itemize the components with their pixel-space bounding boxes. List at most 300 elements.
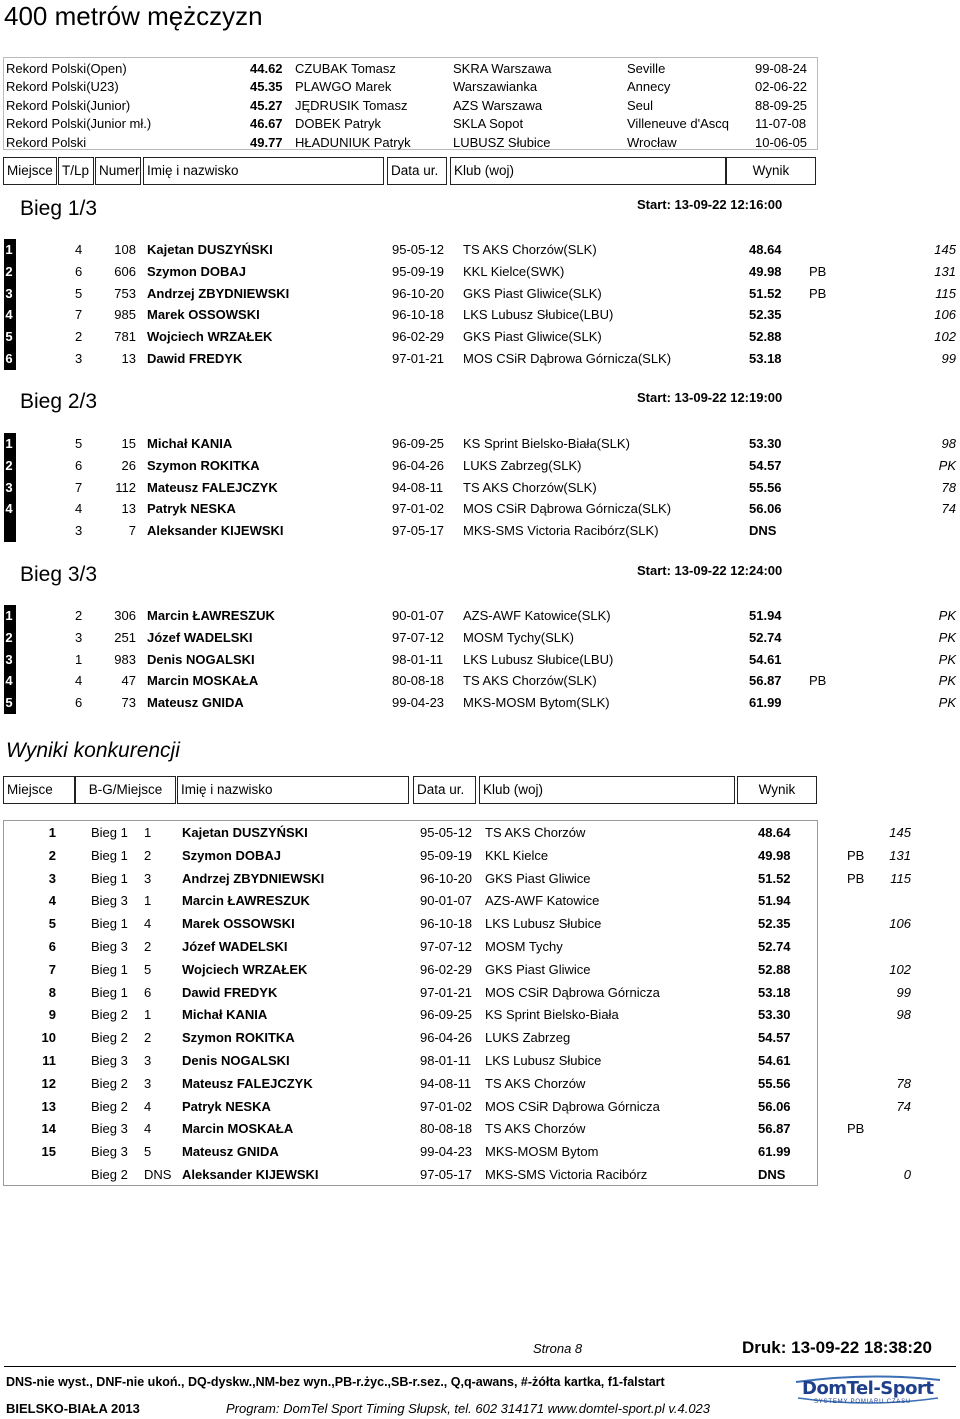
points: PK: [938, 673, 956, 689]
final-athlete-dob: 95-05-12: [420, 825, 473, 840]
final-row: [4, 821, 960, 844]
heat-place: 3: [5, 651, 13, 667]
points: PK: [938, 651, 956, 667]
athlete-club: LUKS Zabrzeg(SLK): [463, 457, 582, 473]
heat-result: 56.87: [749, 673, 782, 689]
record-club: SKRA Warszawa: [453, 61, 552, 76]
final-col-club-header: Klub (woj): [479, 776, 735, 804]
final-athlete-name: Patryk NESKA: [182, 1098, 271, 1114]
record-label: Rekord Polski(Open): [6, 61, 127, 76]
athlete-dob: 96-02-29: [392, 329, 445, 345]
final-athlete-dob: 97-05-17: [420, 1167, 473, 1182]
domtel-logo: [792, 1374, 944, 1408]
final-col-name-header: Imię i nazwisko: [177, 776, 409, 804]
points: 145: [934, 242, 956, 257]
final-place: 1: [48, 825, 56, 840]
record-row: [4, 96, 818, 115]
heat-place: 4: [5, 501, 13, 517]
heat-lane: 7: [75, 307, 83, 323]
record-venue: Wrocław: [627, 135, 677, 150]
record-row: [4, 77, 818, 96]
final-athlete-club: MOS CSiR Dąbrowa Górnicza: [485, 984, 660, 1000]
heat-bib: 7: [128, 523, 136, 539]
final-heat-place: 6: [144, 984, 152, 1000]
athlete-club: TS AKS Chorzów(SLK): [463, 479, 597, 495]
heat-place: 3: [5, 479, 13, 495]
pb-flag: PB: [809, 673, 827, 689]
final-result: 61.99: [758, 1144, 791, 1160]
col-name-header: Imię i nazwisko: [143, 157, 384, 185]
final-athlete-club: GKS Piast Gliwice: [485, 870, 591, 886]
final-points: 106: [889, 916, 911, 932]
record-venue: Seville: [627, 61, 666, 76]
athlete-club: KS Sprint Bielsko-Biała(SLK): [463, 436, 630, 451]
final-athlete-dob: 97-07-12: [420, 939, 473, 954]
heat-row: [4, 239, 960, 261]
final-athlete-dob: 99-04-23: [420, 1144, 473, 1160]
legend-text: DNS-nie wyst., DNF-nie ukoń., DQ-dyskw.,NM-bez wyn.,PB-r.życ.,SB-r.sez., Q,q-awans, #-żółta kartka, f1-falstart: [6, 1375, 665, 1389]
heat-bib: 251: [114, 629, 136, 645]
heat-lane: 1: [75, 651, 83, 667]
record-result: 45.27: [250, 98, 283, 113]
heat-result: 48.64: [749, 242, 782, 257]
athlete-club: LKS Lubusz Słubice(LBU): [463, 651, 614, 667]
final-result: 52.74: [758, 939, 791, 954]
record-result: 49.77: [250, 135, 283, 150]
athlete-club: KKL Kielce(SWK): [463, 263, 565, 279]
heat-lane: 2: [75, 608, 83, 623]
final-col-dob-header: Data ur.: [413, 776, 476, 804]
final-athlete-name: Szymon ROKITKA: [182, 1030, 295, 1046]
final-result: 51.94: [758, 893, 791, 909]
final-athlete-name: Aleksander KIJEWSKI: [182, 1167, 319, 1182]
final-row: [4, 1117, 960, 1140]
final-row: [4, 844, 960, 867]
record-label: Rekord Polski: [6, 135, 87, 150]
record-result: 46.67: [250, 116, 283, 131]
final-athlete-dob: 95-09-19: [420, 847, 473, 863]
final-result: 53.18: [758, 984, 791, 1000]
final-athlete-dob: 97-01-02: [420, 1098, 473, 1114]
athlete-name: Andrzej ZBYDNIEWSKI: [147, 285, 290, 301]
final-row: [4, 1095, 960, 1118]
final-heat: Bieg 3: [91, 1121, 128, 1137]
final-heat-place: 2: [144, 939, 152, 954]
record-club: SKLA Sopot: [453, 116, 524, 131]
record-holder: PLAWGO Marek: [295, 79, 392, 94]
final-athlete-name: Marcin MOSKAŁA: [182, 1121, 294, 1137]
heat-lane: 3: [75, 523, 83, 539]
heat-bib: 47: [121, 673, 136, 689]
heat-bib: 112: [115, 479, 136, 495]
heat-place: 2: [5, 263, 13, 279]
record-result: 45.35: [250, 79, 283, 94]
heat-row: [4, 649, 960, 671]
heat-lane: 3: [75, 351, 83, 366]
heat-lane: 2: [75, 329, 83, 345]
athlete-name: Marcin ŁAWRESZUK: [147, 608, 275, 623]
athlete-dob: 97-01-21: [392, 351, 445, 366]
athlete-dob: 96-10-20: [392, 285, 445, 301]
final-heat-place: 4: [144, 1121, 152, 1137]
final-athlete-club: MOS CSiR Dąbrowa Górnicza: [485, 1098, 660, 1114]
heat-start-time: Start: 13-09-22 12:19:00: [637, 390, 783, 405]
athlete-dob: 97-01-02: [392, 501, 445, 517]
heat-bib: 73: [121, 695, 136, 711]
athlete-club: TS AKS Chorzów(SLK): [463, 242, 597, 257]
heat-place: 4: [5, 307, 13, 323]
final-athlete-name: Szymon DOBAJ: [182, 847, 281, 863]
final-athlete-name: Denis NOGALSKI: [182, 1053, 290, 1068]
heat-place: 1: [5, 436, 13, 451]
athlete-club: TS AKS Chorzów(SLK): [463, 673, 597, 689]
record-venue: Seul: [627, 98, 654, 113]
athlete-dob: 98-01-11: [392, 651, 444, 667]
final-heat-place: 2: [144, 1030, 152, 1046]
record-holder: CZUBAK Tomasz: [295, 61, 396, 76]
heat-lane: 4: [75, 673, 83, 689]
heat-result: 55.56: [749, 479, 782, 495]
athlete-club: GKS Piast Gliwice(SLK): [463, 285, 602, 301]
record-row: [4, 114, 818, 133]
final-athlete-club: TS AKS Chorzów: [485, 1075, 586, 1091]
final-heat: Bieg 1: [91, 961, 128, 977]
final-athlete-dob: 80-08-18: [420, 1121, 473, 1137]
record-row: [4, 133, 818, 152]
final-place: 12: [41, 1075, 56, 1091]
athlete-name: Denis NOGALSKI: [147, 651, 255, 667]
final-heat: Bieg 3: [91, 939, 128, 954]
final-result: 56.87: [758, 1121, 791, 1137]
heat-place: 6: [5, 351, 13, 366]
final-heat: Bieg 2: [91, 1030, 128, 1046]
final-athlete-name: Kajetan DUSZYŃSKI: [182, 825, 308, 840]
final-athlete-dob: 94-08-11: [420, 1075, 472, 1091]
heat-row: [4, 261, 960, 283]
final-athlete-name: Marek OSSOWSKI: [182, 916, 295, 932]
final-place: 7: [48, 961, 56, 977]
final-place: 4: [48, 893, 56, 909]
points: 99: [941, 351, 956, 366]
final-athlete-dob: 96-02-29: [420, 961, 473, 977]
heat-lane: 6: [75, 263, 83, 279]
final-pb-flag: PB: [847, 847, 865, 863]
record-holder: JĘDRUSIK Tomasz: [295, 98, 408, 113]
heat-bib: 306: [114, 608, 136, 623]
page-title: 400 metrów mężczyzn: [4, 1, 263, 31]
final-heat-place: 5: [144, 1144, 152, 1160]
points: 98: [941, 436, 956, 451]
heat-lane: 4: [75, 501, 83, 517]
final-athlete-dob: 96-09-25: [420, 1007, 473, 1023]
points: 115: [935, 285, 956, 301]
record-date: 02-06-22: [755, 79, 808, 94]
final-place: 9: [48, 1007, 56, 1023]
col-number-header: Numer: [95, 157, 141, 185]
final-result: 52.88: [758, 961, 791, 977]
athlete-name: Mateusz FALEJCZYK: [147, 479, 278, 495]
final-result: 53.30: [758, 1007, 791, 1023]
heat-row: [4, 433, 960, 455]
heat-bib: 13: [121, 501, 136, 517]
points: PK: [938, 695, 956, 711]
final-result: 49.98: [758, 847, 791, 863]
final-row: [4, 958, 960, 981]
heat-result: 53.18: [749, 351, 782, 366]
final-pb-flag: PB: [847, 870, 865, 886]
final-place: 6: [48, 939, 56, 954]
record-label: Rekord Polski(U23): [6, 79, 119, 94]
athlete-dob: 95-09-19: [392, 263, 445, 279]
heat-lane: 5: [75, 285, 83, 301]
heat-place: 4: [5, 673, 13, 689]
heat-row: [4, 455, 960, 477]
athlete-dob: 95-05-12: [392, 242, 445, 257]
heat-row: [4, 304, 960, 326]
final-heat-place: 1: [144, 893, 152, 909]
heat-bib: 985: [114, 307, 136, 323]
athlete-name: Wojciech WRZAŁEK: [147, 329, 273, 345]
heat-lane: 7: [75, 479, 83, 495]
final-points: 99: [896, 984, 911, 1000]
heat-start-time: Start: 13-09-22 12:24:00: [637, 563, 783, 578]
heat-result: 51.94: [749, 608, 782, 623]
athlete-name: Szymon ROKITKA: [147, 457, 260, 473]
final-place: 5: [48, 916, 56, 932]
heat-bib: 983: [114, 651, 136, 667]
record-club: AZS Warszawa: [453, 98, 543, 113]
program-info: Program: DomTel Sport Timing Słupsk, tel. 602 314171 www.domtel-sport.pl v.4.023: [226, 1401, 711, 1416]
heat-row: [4, 692, 960, 714]
heat-result: 52.88: [749, 329, 782, 345]
points: 106: [934, 307, 956, 323]
final-col-heat-header: B-G/Miejsce: [75, 776, 176, 804]
final-athlete-club: KS Sprint Bielsko-Biała: [485, 1007, 619, 1023]
final-result: DNS: [758, 1167, 786, 1182]
final-result: 54.57: [758, 1030, 791, 1046]
final-athlete-name: Andrzej ZBYDNIEWSKI: [182, 870, 325, 886]
final-result: 55.56: [758, 1075, 791, 1091]
athlete-dob: 96-09-25: [392, 436, 445, 451]
heat-place: 5: [5, 329, 13, 345]
final-heat: Bieg 2: [91, 1007, 128, 1023]
final-athlete-name: Mateusz FALEJCZYK: [182, 1075, 313, 1091]
heat-bib: 26: [121, 457, 136, 473]
col-club-header: Klub (woj): [450, 157, 726, 185]
points: 78: [941, 479, 956, 495]
final-place: 13: [41, 1098, 56, 1114]
points: 74: [941, 501, 956, 517]
final-place: 10: [41, 1030, 56, 1046]
heat-place: 3: [5, 285, 13, 301]
points: PK: [938, 608, 956, 623]
final-athlete-club: LKS Lubusz Słubice: [485, 1053, 602, 1068]
final-place: 3: [48, 870, 56, 886]
heat-lane: 4: [75, 242, 83, 257]
athlete-name: Marek OSSOWSKI: [147, 307, 260, 323]
final-athlete-dob: 97-01-21: [420, 984, 473, 1000]
heat-row: [4, 627, 960, 649]
athlete-club: MOSM Tychy(SLK): [463, 629, 575, 645]
final-row: [4, 912, 960, 935]
heat-title: Bieg 3/3: [20, 563, 98, 586]
athlete-dob: 97-07-12: [392, 629, 445, 645]
final-pb-flag: PB: [847, 1121, 865, 1137]
athlete-dob: 97-05-17: [392, 523, 445, 539]
heat-row: [4, 348, 960, 370]
final-athlete-club: TS AKS Chorzów: [485, 825, 586, 840]
final-athlete-club: MKS-SMS Victoria Racibórz: [485, 1167, 648, 1182]
final-heat: Bieg 1: [91, 916, 128, 932]
record-venue: Annecy: [627, 79, 671, 94]
heat-bib: 753: [114, 285, 136, 301]
record-label: Rekord Polski(Junior mł.): [6, 116, 152, 131]
heat-bib: 15: [121, 436, 136, 451]
record-club: LUBUSZ Słubice: [453, 135, 551, 150]
final-row: [4, 1140, 960, 1163]
final-row: [4, 1163, 960, 1186]
final-heat-place: 1: [144, 825, 152, 840]
final-heat-place: 3: [144, 870, 152, 886]
heat-result: 51.52: [749, 285, 782, 301]
col-place-header: Miejsce: [3, 157, 57, 185]
final-heat: Bieg 1: [91, 984, 128, 1000]
athlete-name: Józef WADELSKI: [147, 629, 253, 645]
final-heat: Bieg 2: [91, 1075, 128, 1091]
final-heat-place: 4: [144, 916, 152, 932]
final-athlete-name: Józef WADELSKI: [182, 939, 288, 954]
col-result-header: Wynik: [726, 157, 816, 185]
event-location: BIELSKO-BIAŁA 2013: [6, 1401, 140, 1416]
record-date: 99-08-24: [755, 61, 808, 76]
heat-place: 2: [5, 457, 13, 473]
heat-lane: 3: [75, 629, 83, 645]
final-heat-place: 2: [144, 847, 152, 863]
heat-result: 56.06: [749, 501, 782, 517]
points: PK: [938, 629, 956, 645]
final-athlete-dob: 96-10-18: [420, 916, 473, 932]
final-heat: Bieg 1: [91, 825, 128, 840]
final-heat: Bieg 2: [91, 1167, 128, 1182]
final-heat: Bieg 1: [91, 870, 128, 886]
record-holder: DOBEK Patryk: [295, 116, 381, 131]
final-athlete-club: LUKS Zabrzeg: [485, 1030, 571, 1046]
record-date: 11-07-08: [755, 116, 807, 131]
final-row: [4, 1072, 960, 1095]
final-heat: Bieg 3: [91, 893, 128, 909]
final-place: 11: [42, 1053, 56, 1068]
heat-result: 53.30: [749, 436, 782, 451]
heat-result: 52.35: [749, 307, 782, 323]
final-result: 52.35: [758, 916, 791, 932]
record-result: 44.62: [250, 61, 283, 76]
pb-flag: PB: [809, 263, 827, 279]
final-heat: Bieg 2: [91, 1098, 128, 1114]
final-points: 74: [896, 1098, 911, 1114]
athlete-club: MKS-SMS Victoria Racibórz(SLK): [463, 523, 659, 539]
heat-bib: 13: [121, 351, 136, 366]
print-timestamp: Druk: 13-09-22 18:38:20: [742, 1338, 932, 1357]
final-row: [4, 935, 960, 958]
athlete-dob: 94-08-11: [392, 479, 444, 495]
record-date: 10-06-05: [755, 135, 808, 150]
final-athlete-dob: 96-04-26: [420, 1030, 473, 1046]
record-row: [4, 59, 818, 78]
heat-title: Bieg 1/3: [20, 197, 98, 220]
col-dob-header: Data ur.: [387, 157, 447, 185]
heat-result: 49.98: [749, 263, 782, 279]
final-athlete-name: Dawid FREDYK: [182, 984, 278, 1000]
final-athlete-dob: 98-01-11: [420, 1053, 472, 1068]
final-athlete-name: Mateusz GNIDA: [182, 1144, 279, 1160]
final-row: [4, 1003, 960, 1026]
record-venue: Villeneuve d'Ascq: [627, 116, 729, 131]
heat-lane: 6: [75, 457, 83, 473]
heat-row: [4, 670, 960, 692]
final-points: 0: [903, 1167, 911, 1182]
athlete-club: MOS CSiR Dąbrowa Górnicza(SLK): [463, 351, 672, 366]
final-athlete-club: MKS-MOSM Bytom: [485, 1144, 599, 1160]
footer-divider: [4, 1366, 956, 1367]
athlete-name: Mateusz GNIDA: [147, 695, 244, 711]
athlete-name: Aleksander KIJEWSKI: [147, 523, 284, 539]
heat-start-time: Start: 13-09-22 12:16:00: [637, 197, 783, 212]
final-result: 56.06: [758, 1098, 791, 1114]
final-heat-place: 1: [144, 1007, 152, 1023]
final-heat: Bieg 1: [91, 847, 128, 863]
heat-row: [4, 605, 960, 627]
heat-result: 54.61: [749, 651, 782, 667]
heat-result: 54.57: [749, 457, 782, 473]
final-place: 14: [41, 1121, 56, 1137]
final-heat-place: 4: [144, 1098, 152, 1114]
heat-row: [4, 283, 960, 305]
heat-result: DNS: [749, 523, 777, 539]
heat-place: 2: [5, 629, 13, 645]
heat-result: 61.99: [749, 695, 782, 711]
heat-bib: 781: [114, 329, 136, 345]
athlete-dob: 96-04-26: [392, 457, 445, 473]
heat-bib: 606: [114, 263, 136, 279]
record-label: Rekord Polski(Junior): [6, 98, 131, 113]
record-holder: HŁADUNIUK Patryk: [295, 135, 411, 150]
heat-row: [4, 477, 960, 499]
final-row: [4, 1049, 960, 1072]
final-result: 54.61: [758, 1053, 791, 1068]
athlete-club: GKS Piast Gliwice(SLK): [463, 329, 602, 345]
athlete-name: Marcin MOSKAŁA: [147, 673, 259, 689]
heat-place: 5: [5, 695, 13, 711]
record-club: Warszawianka: [453, 79, 538, 94]
record-date: 88-09-25: [755, 98, 808, 113]
heat-title: Bieg 2/3: [20, 390, 98, 413]
final-heat: Bieg 3: [91, 1144, 128, 1160]
heat-place: 1: [5, 608, 13, 623]
final-place: 15: [41, 1144, 56, 1160]
final-athlete-club: AZS-AWF Katowice: [485, 893, 600, 909]
final-points: 115: [890, 870, 911, 886]
final-col-place-header: Miejsce: [3, 776, 75, 804]
heat-row: [4, 498, 960, 520]
final-athlete-dob: 96-10-20: [420, 870, 473, 886]
final-heat-place: 3: [144, 1053, 152, 1068]
final-col-result-header: Wynik: [737, 776, 817, 804]
heat-place: 1: [5, 242, 13, 257]
final-athlete-name: Wojciech WRZAŁEK: [182, 961, 308, 977]
final-heat-place: DNS: [144, 1167, 172, 1182]
final-heat-place: 5: [144, 961, 152, 977]
final-athlete-club: TS AKS Chorzów: [485, 1121, 586, 1137]
